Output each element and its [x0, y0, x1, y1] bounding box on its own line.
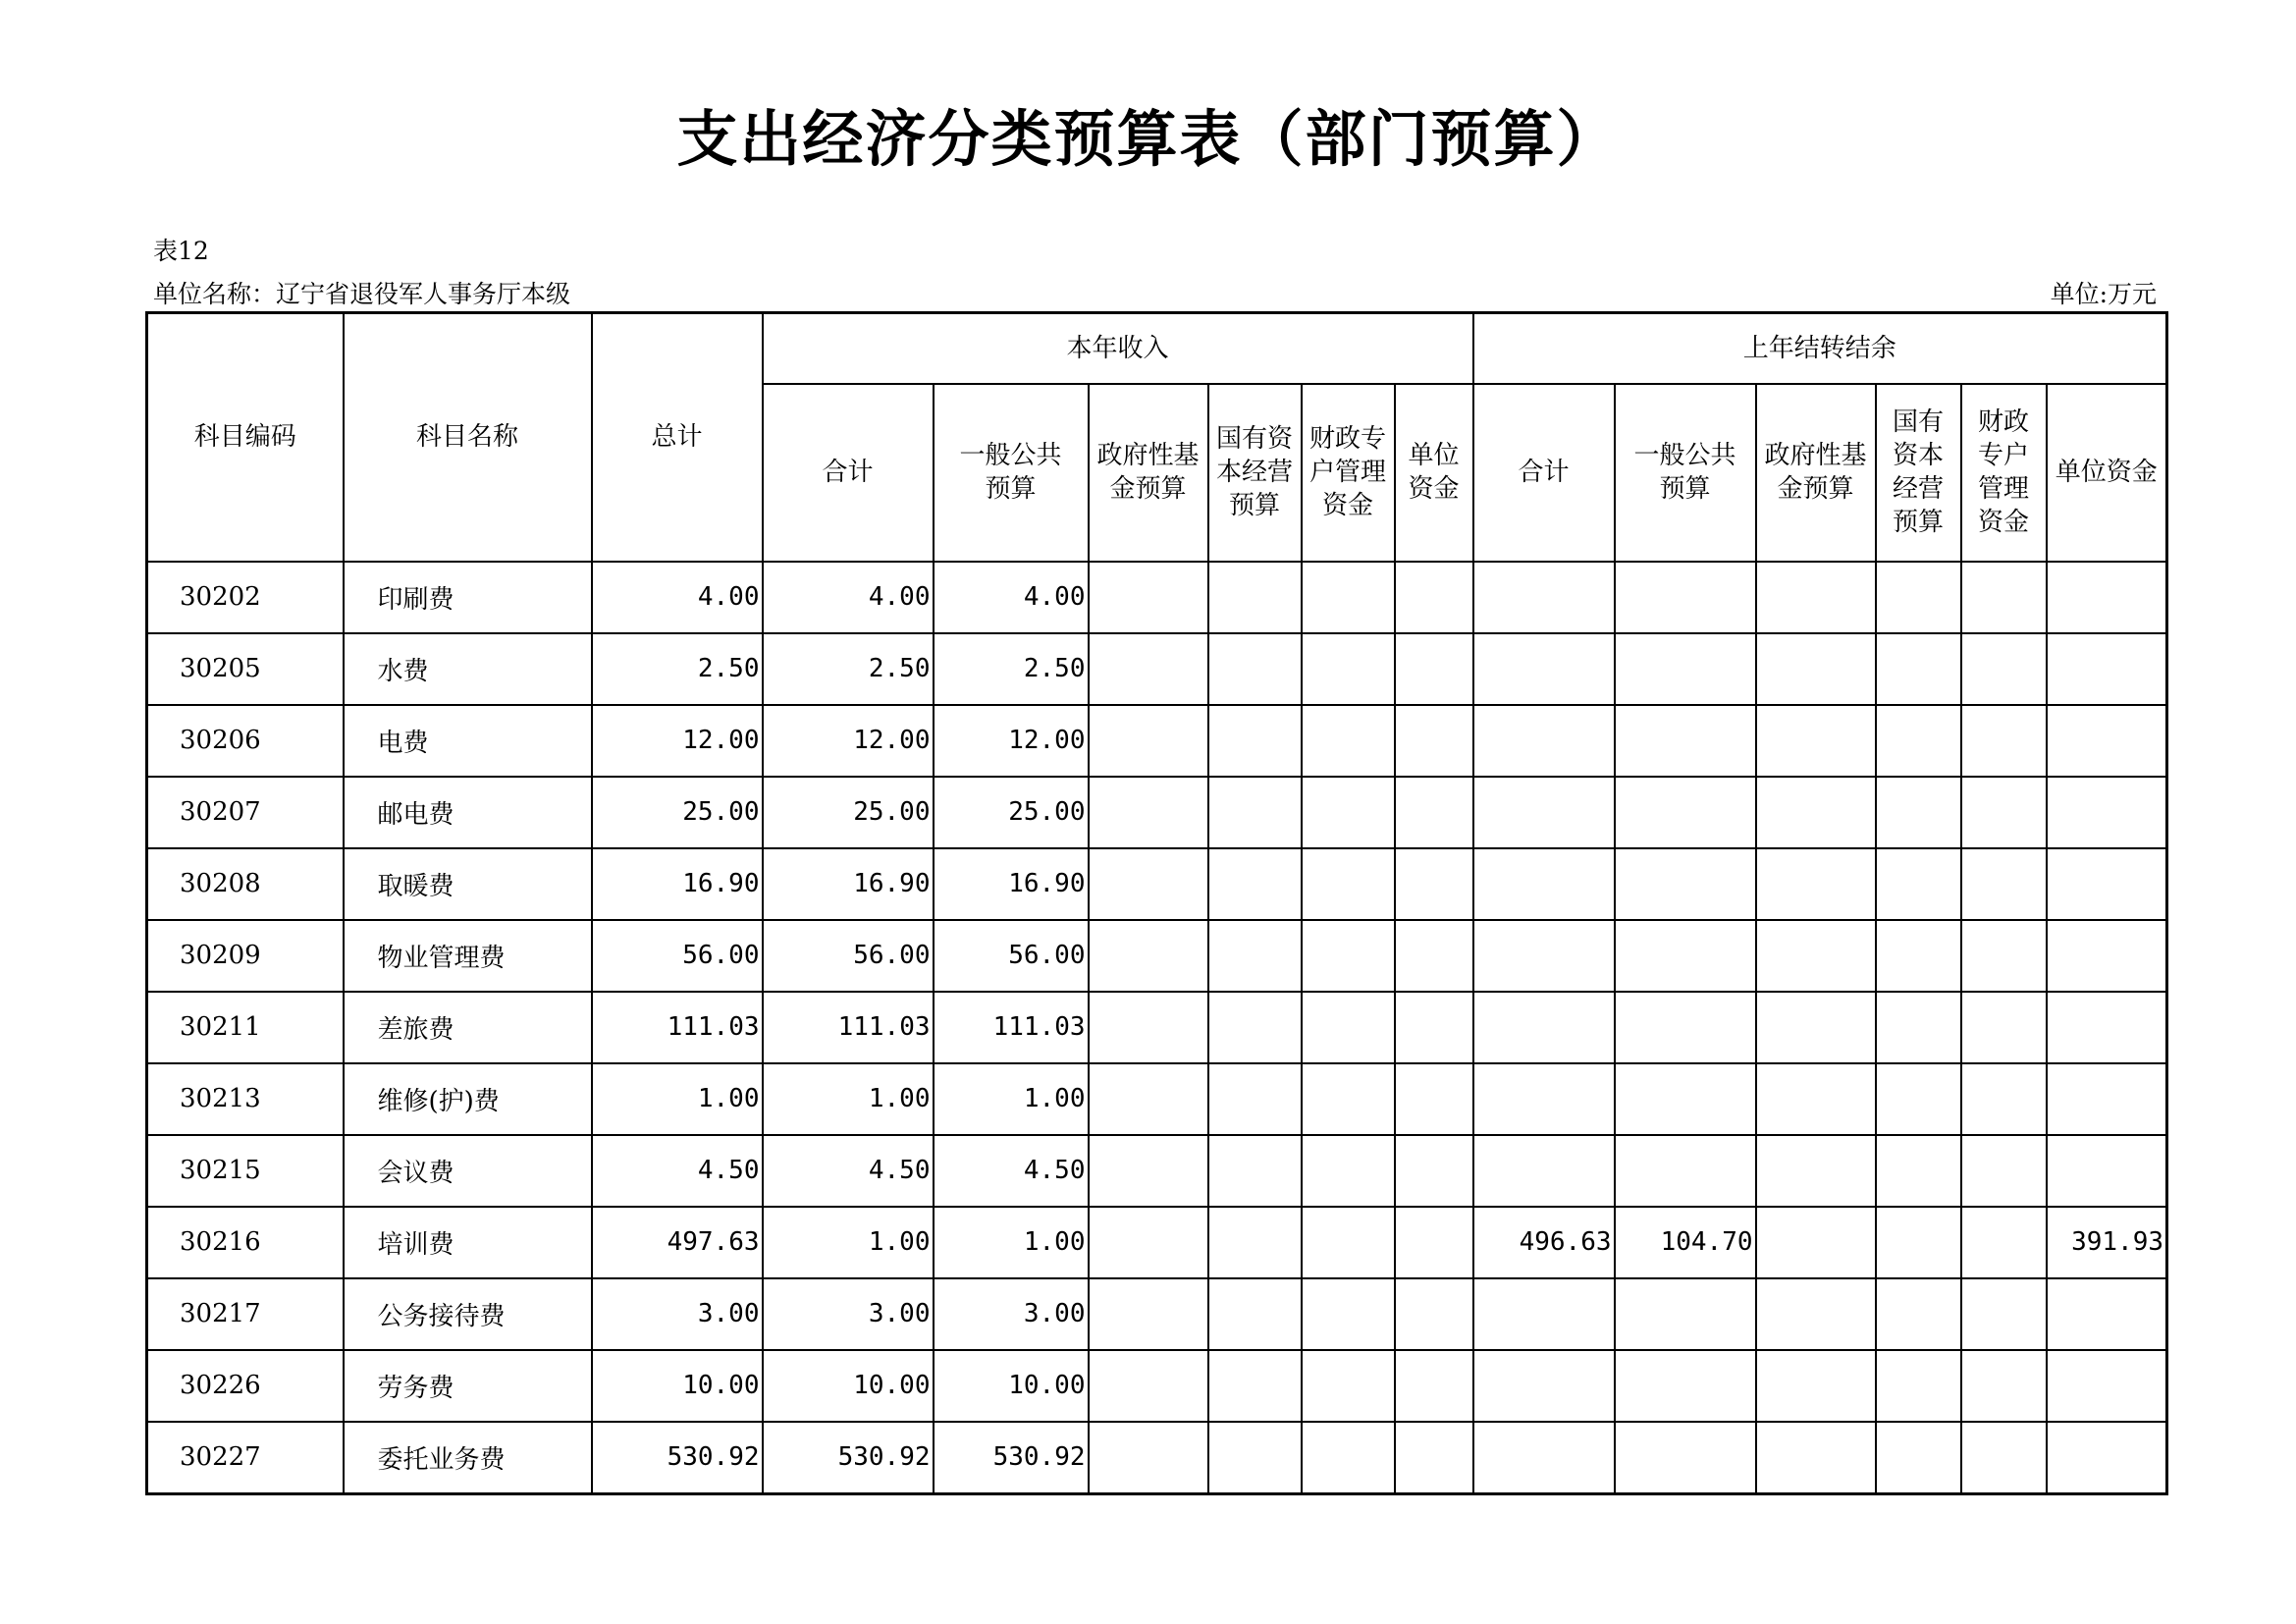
cell-general: 56.00: [934, 920, 1089, 992]
cell-code: 30205: [147, 633, 344, 705]
cell-general: 111.03: [934, 992, 1089, 1063]
cell-code: 30227: [147, 1422, 344, 1494]
cell-carry-general: [1615, 1422, 1756, 1494]
cell-general: 12.00: [934, 705, 1089, 777]
header-current-unit-fund: 单位资金: [1395, 384, 1473, 562]
cell-name: 会议费: [344, 1135, 592, 1207]
cell-carry-sum: [1473, 920, 1615, 992]
table-row: [147, 1278, 2167, 1350]
cell-sum: 111.03: [763, 992, 934, 1063]
page-title: 支出经济分类预算表（部门预算）: [676, 103, 1620, 175]
cell-carry-general: [1615, 705, 1756, 777]
cell-carry-general: [1615, 777, 1756, 848]
cell-carry-unit: [2047, 1278, 2167, 1350]
cell-total: 10.00: [592, 1350, 763, 1422]
header-current-state-capital: 国有资本经营预算: [1208, 384, 1302, 562]
cell-general: 4.50: [934, 1135, 1089, 1207]
cell-carry-unit: [2047, 920, 2167, 992]
cell-general: 25.00: [934, 777, 1089, 848]
cell-name: 委托业务费: [344, 1422, 592, 1494]
cell-carry-sum: [1473, 1422, 1615, 1494]
cell-code: 30215: [147, 1135, 344, 1207]
table-row: [147, 1350, 2167, 1422]
table-row: [147, 992, 2167, 1063]
cell-code: 30202: [147, 562, 344, 633]
cell-name: 劳务费: [344, 1350, 592, 1422]
cell-carry-sum: [1473, 848, 1615, 920]
table-row: [147, 848, 2167, 920]
cell-carry-general: 104.70: [1615, 1207, 1756, 1278]
cell-sum: 25.00: [763, 777, 934, 848]
header-current-income: 本年收入: [763, 313, 1473, 384]
cell-sum: 530.92: [763, 1422, 934, 1494]
cell-general: 10.00: [934, 1350, 1089, 1422]
cell-carry-sum: [1473, 1063, 1615, 1135]
cell-name: 公务接待费: [344, 1278, 592, 1350]
cell-name: 培训费: [344, 1207, 592, 1278]
header-carry-state-capital: 国有资本经营预算: [1876, 384, 1961, 562]
cell-carry-unit: [2047, 777, 2167, 848]
header-current-general: 一般公共预算: [934, 384, 1089, 562]
cell-total: 56.00: [592, 920, 763, 992]
cell-code: 30206: [147, 705, 344, 777]
cell-name: 水费: [344, 633, 592, 705]
cell-carry-general: [1615, 920, 1756, 992]
cell-carry-unit: [2047, 1135, 2167, 1207]
cell-carry-general: [1615, 1135, 1756, 1207]
header-carry-general: 一般公共预算: [1615, 384, 1756, 562]
cell-carry-sum: [1473, 1278, 1615, 1350]
cell-general: 2.50: [934, 633, 1089, 705]
cell-carry-unit: [2047, 992, 2167, 1063]
cell-code: 30207: [147, 777, 344, 848]
cell-carry-general: [1615, 1063, 1756, 1135]
header-carry-sum: 合计: [1473, 384, 1615, 562]
unit-name: 单位名称：辽宁省退役军人事务厅本级: [153, 280, 571, 308]
cell-carry-sum: [1473, 705, 1615, 777]
cell-total: 16.90: [592, 848, 763, 920]
cell-sum: 1.00: [763, 1063, 934, 1135]
currency-unit-label: 单位:万元: [2050, 280, 2157, 308]
cell-carry-general: [1615, 562, 1756, 633]
table-row: [147, 1207, 2167, 1278]
cell-total: 530.92: [592, 1422, 763, 1494]
cell-sum: 4.50: [763, 1135, 934, 1207]
cell-sum: 10.00: [763, 1350, 934, 1422]
cell-sum: 1.00: [763, 1207, 934, 1278]
cell-name: 差旅费: [344, 992, 592, 1063]
cell-carry-general: [1615, 1350, 1756, 1422]
cell-sum: 56.00: [763, 920, 934, 992]
cell-carry-sum: [1473, 562, 1615, 633]
table-row: [147, 920, 2167, 992]
header-carry-unit-fund: 单位资金: [2047, 384, 2167, 562]
cell-total: 12.00: [592, 705, 763, 777]
cell-code: 30209: [147, 920, 344, 992]
cell-name: 电费: [344, 705, 592, 777]
cell-carry-general: [1615, 1278, 1756, 1350]
cell-carry-sum: [1473, 777, 1615, 848]
cell-code: 30213: [147, 1063, 344, 1135]
cell-name: 邮电费: [344, 777, 592, 848]
header-carryover: 上年结转结余: [1473, 313, 2167, 384]
header-name: 科目名称: [344, 313, 592, 562]
cell-carry-general: [1615, 633, 1756, 705]
table-row: [147, 705, 2167, 777]
cell-carry-sum: [1473, 633, 1615, 705]
cell-name: 取暖费: [344, 848, 592, 920]
table-row: [147, 633, 2167, 705]
cell-total: 25.00: [592, 777, 763, 848]
cell-sum: 3.00: [763, 1278, 934, 1350]
cell-general: 530.92: [934, 1422, 1089, 1494]
cell-total: 497.63: [592, 1207, 763, 1278]
cell-general: 3.00: [934, 1278, 1089, 1350]
cell-general: 4.00: [934, 562, 1089, 633]
cell-sum: 2.50: [763, 633, 934, 705]
cell-carry-sum: 496.63: [1473, 1207, 1615, 1278]
cell-carry-unit: [2047, 1350, 2167, 1422]
header-carry-special-fund: 财政专户管理资金: [1961, 384, 2047, 562]
cell-carry-sum: [1473, 1350, 1615, 1422]
table-row: [147, 777, 2167, 848]
cell-carry-unit: [2047, 633, 2167, 705]
cell-total: 111.03: [592, 992, 763, 1063]
cell-sum: 16.90: [763, 848, 934, 920]
cell-carry-unit: [2047, 562, 2167, 633]
header-total: 总计: [592, 313, 763, 562]
header-current-special-fund: 财政专户管理资金: [1302, 384, 1395, 562]
cell-code: 30211: [147, 992, 344, 1063]
cell-total: 3.00: [592, 1278, 763, 1350]
cell-carry-sum: [1473, 992, 1615, 1063]
budget-table: [145, 311, 2168, 1495]
cell-total: 4.00: [592, 562, 763, 633]
cell-code: 30208: [147, 848, 344, 920]
table-number: 表12: [153, 237, 209, 265]
cell-total: 1.00: [592, 1063, 763, 1135]
header-carry-gov-fund: 政府性基金预算: [1756, 384, 1876, 562]
cell-name: 物业管理费: [344, 920, 592, 992]
cell-carry-sum: [1473, 1135, 1615, 1207]
table-row: [147, 562, 2167, 633]
cell-sum: 12.00: [763, 705, 934, 777]
cell-code: 30217: [147, 1278, 344, 1350]
cell-carry-unit: [2047, 705, 2167, 777]
cell-name: 维修(护)费: [344, 1063, 592, 1135]
cell-carry-unit: [2047, 848, 2167, 920]
cell-carry-unit: 391.93: [2047, 1207, 2167, 1278]
header-current-sum: 合计: [763, 384, 934, 562]
cell-carry-unit: [2047, 1063, 2167, 1135]
cell-general: 1.00: [934, 1207, 1089, 1278]
cell-carry-general: [1615, 992, 1756, 1063]
cell-total: 2.50: [592, 633, 763, 705]
cell-general: 1.00: [934, 1063, 1089, 1135]
table-row: [147, 1135, 2167, 1207]
header-code: 科目编码: [147, 313, 344, 562]
cell-sum: 4.00: [763, 562, 934, 633]
table-row: [147, 1063, 2167, 1135]
header-current-gov-fund: 政府性基金预算: [1089, 384, 1208, 562]
cell-name: 印刷费: [344, 562, 592, 633]
cell-carry-general: [1615, 848, 1756, 920]
cell-carry-unit: [2047, 1422, 2167, 1494]
table-row: [147, 1422, 2167, 1494]
cell-total: 4.50: [592, 1135, 763, 1207]
cell-code: 30226: [147, 1350, 344, 1422]
cell-code: 30216: [147, 1207, 344, 1278]
cell-general: 16.90: [934, 848, 1089, 920]
